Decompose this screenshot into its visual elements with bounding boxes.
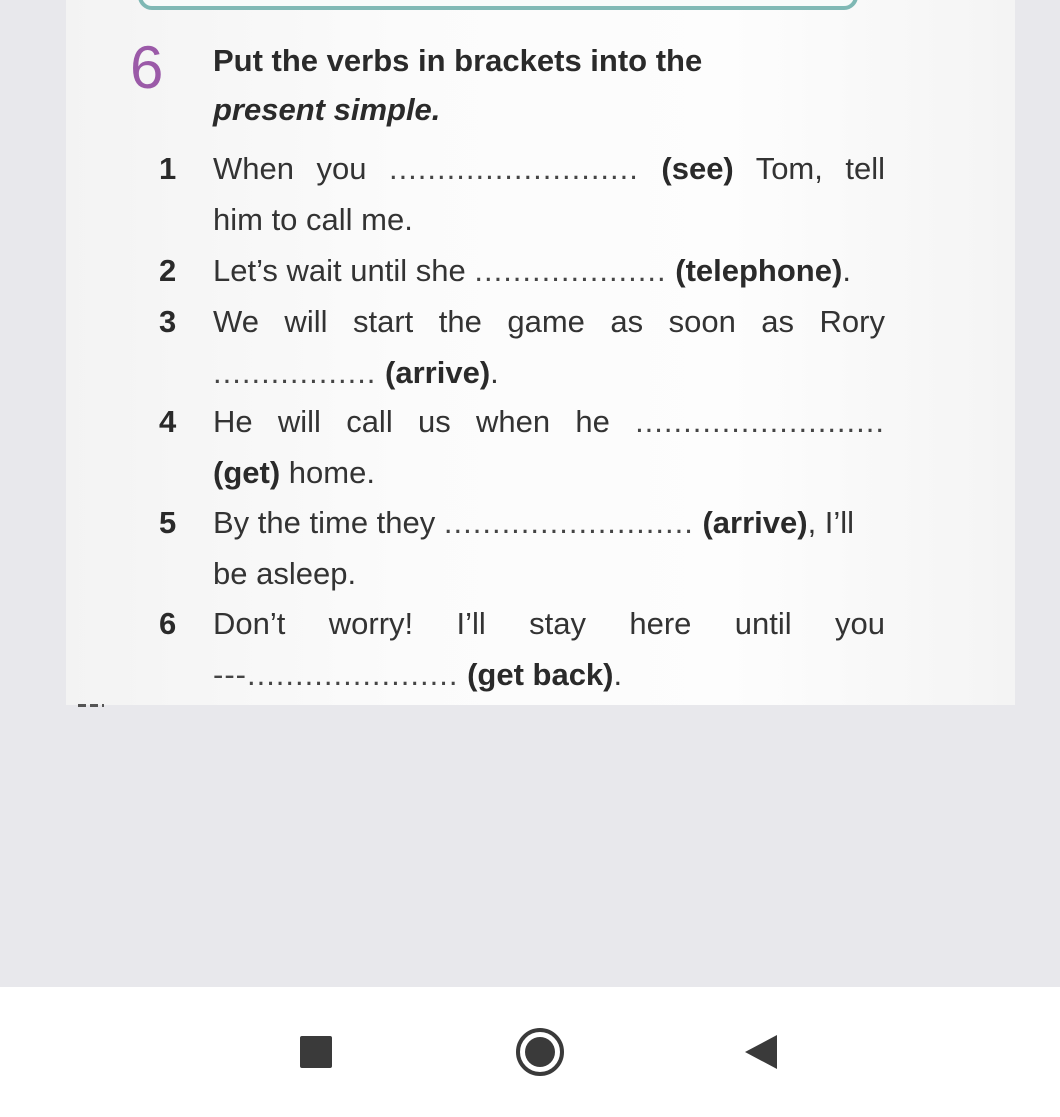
text-segment: He will call us when he <box>213 404 636 439</box>
text-segment: , I’ll <box>807 505 855 540</box>
home-button[interactable] <box>505 1017 575 1087</box>
item-text <box>213 396 885 498</box>
text-segment: By the time they <box>213 505 444 540</box>
text-segment: Don’t worry! I’ll stay here until you <box>213 606 885 641</box>
item-text <box>213 598 885 700</box>
item-line <box>213 548 885 599</box>
item-text <box>213 143 885 245</box>
item-number: 1 <box>159 151 177 186</box>
text-segment: him to call me. <box>213 202 413 237</box>
answer-blank[interactable]: ---...................... <box>213 657 459 692</box>
text-segment: . <box>490 355 499 390</box>
answer-blank[interactable]: .......................... <box>388 151 639 186</box>
recent-apps-button[interactable] <box>281 1017 351 1087</box>
item-line <box>213 497 885 548</box>
text-segment: Tom, tell <box>733 151 885 186</box>
text-segment: We will start the game as soon as Rory <box>213 304 885 339</box>
verb-hint: (see) <box>661 151 734 186</box>
instruction-line-1: Put the verbs in brackets into the <box>213 43 703 78</box>
text-segment <box>376 355 385 390</box>
exercise-number: 6 <box>130 34 164 101</box>
text-segment: home. <box>280 455 375 490</box>
text-segment <box>458 657 467 692</box>
item-line <box>213 347 885 398</box>
item-line <box>213 194 885 245</box>
triangle-back-icon <box>743 1033 779 1071</box>
previous-exercise-box-edge <box>138 0 858 10</box>
instruction-line-2: present simple. <box>213 92 441 127</box>
verb-hint: (get back) <box>467 657 614 692</box>
item-text <box>213 245 885 296</box>
verb-hint: (telephone) <box>675 253 843 288</box>
text-segment: When you <box>213 151 389 186</box>
text-segment: . <box>613 657 623 692</box>
text-segment: . <box>842 253 851 288</box>
item-number: 6 <box>159 606 177 641</box>
item-number: 3 <box>159 304 177 339</box>
answer-blank[interactable]: .................... <box>474 253 667 288</box>
text-segment: be asleep. <box>213 556 357 591</box>
answer-blank[interactable]: .......................... <box>443 505 694 540</box>
circle-icon <box>514 1026 566 1078</box>
text-segment <box>639 151 662 186</box>
verb-hint: (arrive) <box>702 505 808 540</box>
item-line <box>213 396 885 447</box>
item-text <box>213 497 885 599</box>
item-line <box>213 598 885 649</box>
page-edge-mark <box>78 704 104 707</box>
item-text <box>213 296 885 398</box>
item-line <box>213 649 885 700</box>
square-icon <box>299 1035 333 1069</box>
item-line <box>213 143 885 194</box>
item-line <box>213 245 885 296</box>
item-number: 4 <box>159 404 177 439</box>
textbook-page-photo <box>66 0 1015 705</box>
android-navigation-bar <box>0 987 1060 1117</box>
exercise-instruction <box>213 36 913 134</box>
item-number: 2 <box>159 253 177 288</box>
item-number: 5 <box>159 505 177 540</box>
back-button[interactable] <box>726 1017 796 1087</box>
verb-hint: (arrive) <box>385 355 491 390</box>
item-line <box>213 296 885 347</box>
text-segment: Let’s wait until she <box>213 253 475 288</box>
text-segment <box>667 253 676 288</box>
item-line <box>213 447 885 498</box>
verb-hint: (get) <box>213 455 281 490</box>
answer-blank[interactable]: ................. <box>213 355 377 390</box>
answer-blank[interactable]: .......................... <box>635 404 885 439</box>
